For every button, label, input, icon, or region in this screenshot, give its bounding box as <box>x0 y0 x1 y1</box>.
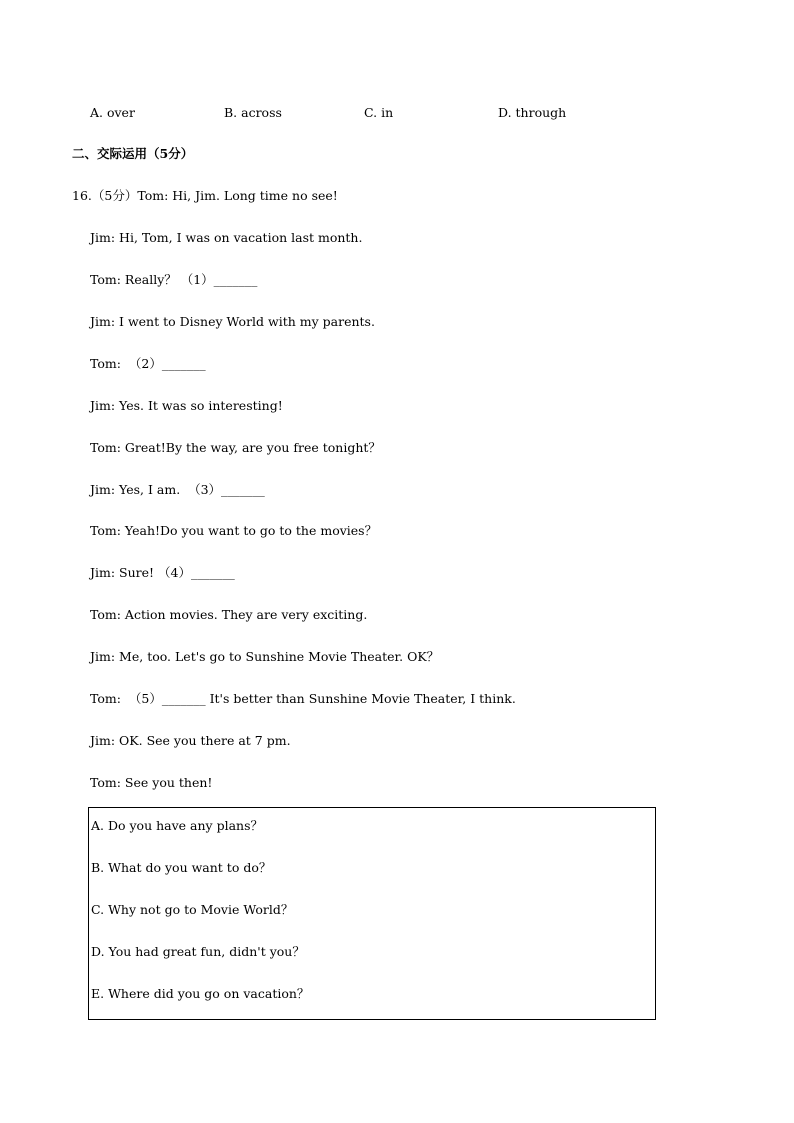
dialogue-line-15: Tom: See you then! <box>90 775 213 790</box>
option-b: B. across <box>224 105 282 120</box>
section-title: 二、交际运用（5分） <box>72 146 194 161</box>
dialogue-line-5: Tom: （2）_______ <box>90 356 206 371</box>
option-c: C. in <box>364 105 394 120</box>
dialogue-line-1: Tom: Hi, Jim. Long time no see! <box>137 188 338 203</box>
choice-d: D. You had great fun, didn't you？ <box>91 944 305 959</box>
dialogue-line-11: Tom: Action movies. They are very exciting. <box>90 607 368 622</box>
choice-c: C. Why not go to Movie World？ <box>91 902 294 917</box>
question-number: 16.（5分） <box>72 188 138 203</box>
dialogue-line-6: Jim: Yes. It was so interesting! <box>90 398 283 413</box>
option-a: A. over <box>90 105 135 120</box>
dialogue-line-7: Tom: Great!By the way, are you free tonight？ <box>90 440 381 455</box>
dialogue-line-2: Jim: Hi, Tom, I was on vacation last month. <box>90 230 363 245</box>
choice-box <box>88 807 656 1020</box>
dialogue-line-13: Tom: （5）_______ It's better than Sunshine Movie Theater, I think. <box>90 691 516 706</box>
dialogue-line-9: Tom: Yeah!Do you want to go to the movies？ <box>90 523 378 538</box>
dialogue-line-12: Jim: Me, too. Let's go to Sunshine Movie Theater. OK？ <box>90 649 440 664</box>
dialogue-line-3: Tom: Really？ （1）_______ <box>90 272 258 287</box>
dialogue-line-10: Jim: Sure! （4）_______ <box>90 565 235 580</box>
choice-e: E. Where did you go on vacation？ <box>91 986 310 1001</box>
choice-b: B. What do you want to do？ <box>91 860 272 875</box>
question-first-line <box>72 188 338 204</box>
dialogue-line-14: Jim: OK. See you there at 7 pm. <box>90 733 291 748</box>
option-d: D. through <box>498 105 567 120</box>
dialogue-line-4: Jim: I went to Disney World with my parents. <box>90 314 375 329</box>
dialogue-line-8: Jim: Yes, I am. （3）_______ <box>90 482 265 497</box>
choice-a: A. Do you have any plans？ <box>91 818 263 833</box>
